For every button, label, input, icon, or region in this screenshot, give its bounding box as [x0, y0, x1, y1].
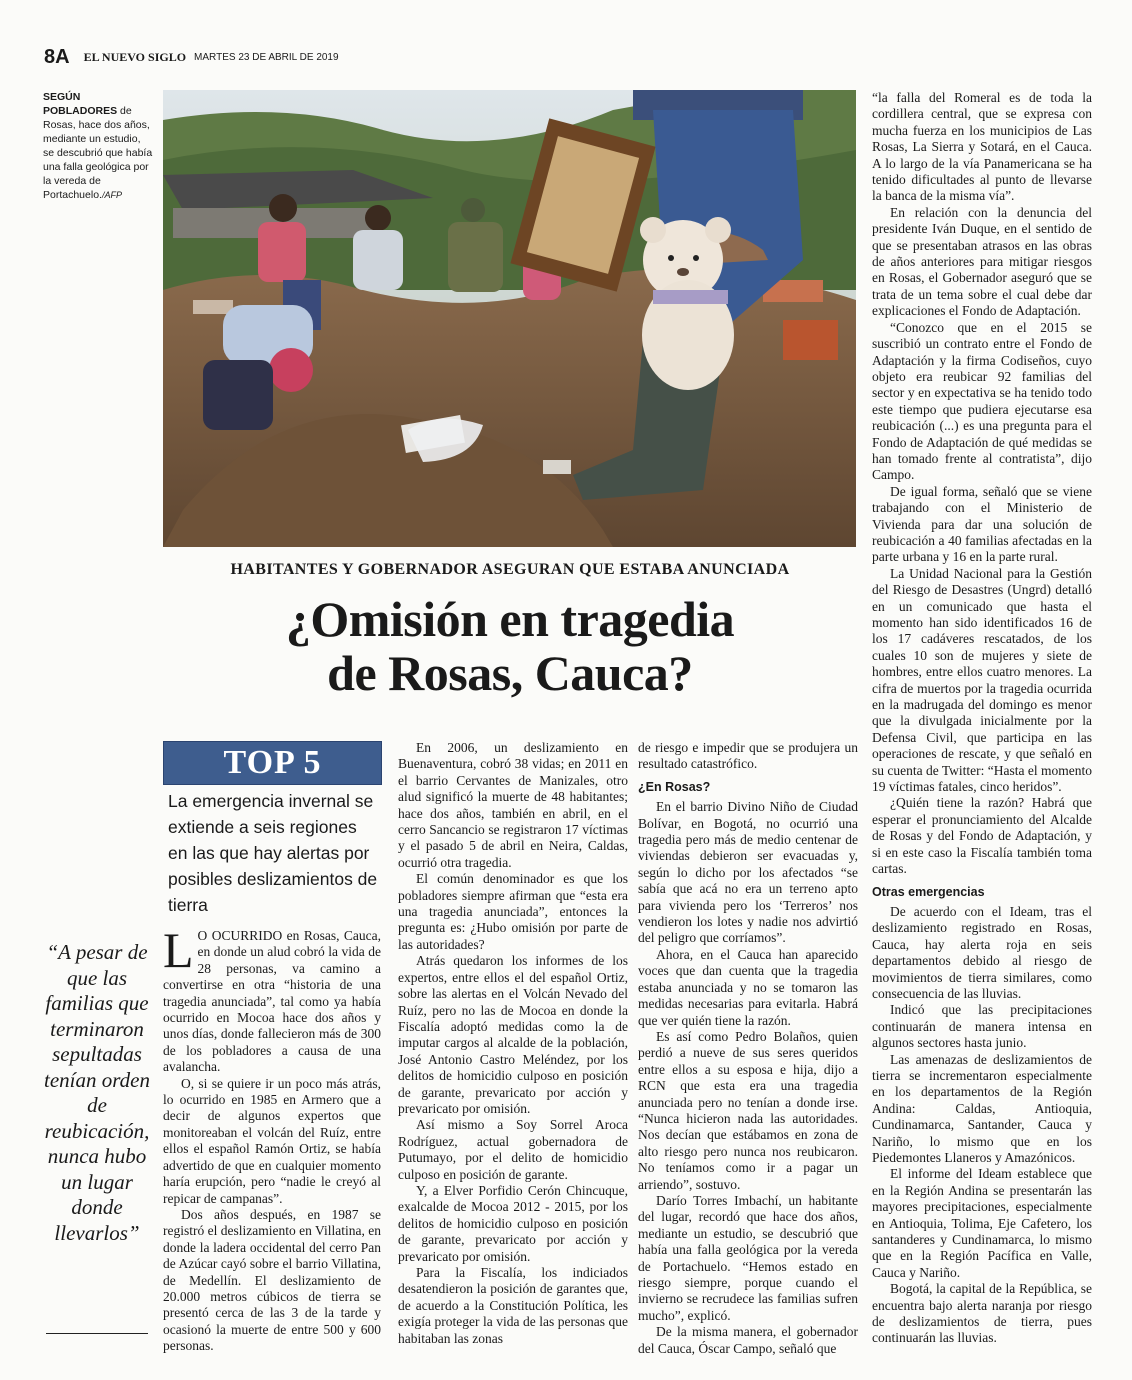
- paragraph: Atrás quedaron los informes de los expertos, entre ellos el del español Ortiz, sobre las alertas en el Volcán Nevado del Ruíz, pero no las de Mocoa en donde la Fiscalía adoptó medidas como la de imputar cargos al alcalde de la población, José Antonio Castro Meléndez, por los delitos de homicidio culposo en posición de garante, prevaricato por acción y prevaricato por omisión.: [398, 953, 628, 1116]
- paragraph: De igual forma, señaló que se viene trabajando con el Ministerio de Vivienda para dar una solución de reubicación a 40 familias afectadas en la parte urbana y 16 en la parte rural.: [872, 483, 1092, 565]
- page-number: 8A: [44, 46, 70, 68]
- paragraph: ¿Quién tiene la razón? Habrá que esperar el pronunciamiento del Alcalde de Rosas y del Fondo de Adaptación, y si en este caso la Fiscalía también toma cartas.: [872, 795, 1092, 877]
- paragraph: En el barrio Divino Niño de Ciudad Bolívar, en Bogotá, no ocurrió una tragedia pero más de medio centenar de viviendas debieron ser evacuadas y, según lo dicho por los afectados “se sabía que acá no era un terreno apto para vivienda pero los ‘Terreros’ nos vendieron los lotes y nadie nos advirtió del peligro que corríamos”.: [638, 799, 858, 946]
- paragraph: De la misma manera, el gobernador del Cauca, Óscar Campo, señaló que: [638, 1324, 858, 1356]
- paragraph: En relación con la denuncia del presidente Iván Duque, en el sentido de que se presentaban atrasos en las obras de años anteriores para mitigar riesgos en Rosas, el Gobernador aseguró que se trata de un tema sobre el cual debe dar explicaciones el Fondo de Adaptación.: [872, 204, 1092, 319]
- paragraph: “la falla del Romeral es de toda la cordillera central, que se expresa con mucha fuerza en los municipios de Las Rosas, La Sierra y Sotará, en el Cauca. A lo largo de la vía Panamericana se ha tenido dificultades al punto de llevarse la banca de la misma vía”.: [872, 90, 1092, 204]
- photo-caption: [43, 90, 153, 202]
- caption-credit: /AFP: [101, 190, 122, 200]
- article-column-1: [163, 922, 381, 1355]
- paragraph: Así mismo a Soy Sorrel Aroca Rodríguez, actual gobernadora de Putumayo, por el delito de homicidio culposo en posición de garante.: [398, 1117, 628, 1182]
- lead-paragraph: [163, 922, 381, 1076]
- paragraph: Y, a Elver Porfidio Cerón Chincuque, exalcalde de Mocoa 2012 - 2015, por los delitos de homicidio culposo en posición de garante, prevaricato por acción y prevaricato por omisión.: [398, 1182, 628, 1264]
- paragraph: Darío Torres Imbachí, un habitante del lugar, recordó que hace dos años, mediante un estudio, se descubrió que había una falla geológica por la vereda de Portachuelo. “Hemos estado en riesgo siempre, porque cuando el invierno se recrudece las familias sufren mucho”, explicó.: [638, 1192, 858, 1323]
- headline: [160, 592, 860, 700]
- paragraph: de riesgo e impedir que se produjera un resultado catastrófico.: [638, 740, 858, 772]
- paragraph: Es así como Pedro Bolaños, quien perdió a nueve de sus seres queridos entre ellos a su esposa e hija, dijo a RCN que esta era una tragedia anunciada pero no tenían a donde irse. “Nunca hicieron nada las autoridades. Nos decían que estábamos en zona de alto riesgo pero nunca nos reubicaron. No teníamos como ir a pagar un arriendo”, sostuvo.: [638, 1028, 858, 1192]
- caption-text: de Rosas, hace dos años, mediante un estudio, se descubrió que había una falla geológica por la vereda de Portachuelo.: [43, 105, 153, 201]
- article-column-3: [638, 740, 858, 1357]
- paragraph: Para la Fiscalía, los indiciados desatendieron la posición de garantes que, de acuerdo a la Constitución Política, les exigía proteger la vida de las personas que habitaban las zonas: [398, 1265, 628, 1346]
- paragraph: Indicó que las precipitaciones continuarán de manera intensa en algunos sectores hasta junio.: [872, 1002, 1092, 1051]
- headline-line-2: de Rosas, Cauca?: [327, 645, 693, 701]
- paragraph: Ahora, en el Cauca han aparecido voces que dan cuenta que la tragedia estaba anunciada y no se tomaron las medidas necesarias para evitarla. Habrá que ver quién tiene la razón.: [638, 946, 858, 1028]
- issue-date: MARTES 23 DE ABRIL DE 2019: [194, 52, 339, 63]
- section-subhead: ¿En Rosas?: [638, 779, 711, 794]
- section-subhead: Otras emergencias: [872, 884, 985, 899]
- top5-summary: La emergencia invernal se extiende a seis regiones en las que hay alertas por posibles deslizamientos de tierra: [168, 791, 378, 915]
- paragraph: El informe del Ideam establece que en la Región Andina se presentarán las mayores precipitaciones, especialmente en Antioquia, Tolima, Eje Cafetero, los santanderes y Cundinamarca, lo mismo que en la Región Pacífica en Valle, Cauca y Nariño.: [872, 1166, 1092, 1280]
- newspaper-name: EL NUEVO SIGLO: [83, 50, 187, 64]
- landslide-photo-illustration: [163, 90, 856, 547]
- paragraph: “Conozco que en el 2015 se suscribió un contrato entre el Fondo de Adaptación y la firma Codiseños, cuyo objeto era reubicar 92 familias del sector y en expectativa se ha tenido todo este tiempo que pudiera ejecutarse esa reubicación (...) es una pregunta para el Fondo de Adaptación de qué medidas se han tomado frente al contratista”, dijo Campo.: [872, 319, 1092, 483]
- headline-line-1: ¿Omisión en tragedia: [285, 591, 735, 647]
- paragraph: Dos años después, en 1987 se registró el deslizamiento en Villatina, en donde la ladera occidental del cerro Pan de Azúcar cayó sobre el barrio Villatina, de Medellín. El deslizamiento de 20.000 metros cúbicos de tierra se presentó cerca de las 3 de la tarde y ocasionó la muerte de entre 500 y 600 personas.: [163, 1206, 381, 1354]
- article-column-right: [872, 90, 1092, 1347]
- top5-badge: [163, 741, 382, 785]
- pull-quote: “A pesar de que las familias que terminaron sepultadas tenían orden de reubicación, nunca hubo un lugar donde llevarlos”: [44, 940, 150, 1245]
- paragraph: El común denominador es que los pobladores siempre afirman que “esta era una tragedia anunciada”, entonces la pregunta es: ¿Hubo omisión por parte de las autoridades?: [398, 871, 628, 952]
- lead-smallcaps: O OCURRIDO: [197, 928, 283, 943]
- news-photo: [163, 90, 856, 547]
- kicker: HABITANTES Y GOBERNADOR ASEGURAN QUE ESTABA ANUNCIADA: [230, 561, 790, 578]
- drop-cap: L: [163, 922, 194, 978]
- page-header: [44, 46, 644, 72]
- lead-text: en Rosas, Cauca, en donde un alud cobró la vida de 28 personas, va camino a convertirse en otra “historia de una tragedia anunciada”, tal como ya había ocurrido en Mocoa hace dos años y unos días, donde fallecieron más de 300 de los pobladores a causa de una avalancha.: [163, 928, 381, 1075]
- paragraph: La Unidad Nacional para la Gestión del Riesgo de Desastres (Ungrd) detalló en un comunicado que hasta el momento han sido identificados 16 de los 17 cadáveres rescatados, de los cuales 10 son de mujeres y siete de hombres, entre ellos cuatro menores. La cifra de muertos por la tragedia ocurrida en la madrugada del domingo es menor que la divulgada inicialmente por la Defensa Civil, que participa en las operaciones de rescate, y que señaló en su cuenta de Twitter: “Hasta el momento 19 víctimas fatales, cinco heridos”.: [872, 565, 1092, 795]
- caption-lead: SEGÚN POBLADORES: [43, 91, 118, 117]
- paragraph: En 2006, un deslizamiento en Buenaventura, cobró 38 vidas; en 2011 en el barrio Cervantes de Manizales, otro alud significó la muerte de 48 habitantes; hace dos años, también en abril, en el cerro Sancancio se registraron 17 víctimas y el pasado 5 de abril en Neira, Caldas, ocurrió otra tragedia.: [398, 740, 628, 870]
- article-column-2: [398, 740, 628, 1347]
- pull-quote-rule: [46, 1333, 148, 1334]
- paragraph: Bogotá, la capital de la República, se encuentra bajo alerta naranja por riesgo de deslizamientos de tierra, pues continuarán las lluvias.: [872, 1281, 1092, 1346]
- top5-label: TOP 5: [223, 744, 322, 781]
- paragraph: Las amenazas de deslizamientos de tierra se incrementaron especialmente en los departamentos de la Región Andina: Caldas, Antioquia, Cundinamarca, Santander, Cauca y Nariño, lo mismo que en los Piedemontes Llaneros y Amazónicos.: [872, 1051, 1092, 1165]
- paragraph: De acuerdo con el Ideam, tras el deslizamiento registrado en Rosas, Cauca, hay alerta roja en seis departamentos debido al riesgo de movimientos de tierra similares, como consecuencia de las lluvias.: [872, 903, 1092, 1001]
- paragraph: O, si se quiere ir un poco más atrás, lo ocurrido en 1985 en Armero que a decir de algunos expertos que monitoreaban el volcán del Ruíz, entre ellos el español Ramón Ortiz, se había advertido de que en cualquier momento haría erupción, pero “nadie le creyó al repicar de campanas”.: [163, 1075, 381, 1206]
